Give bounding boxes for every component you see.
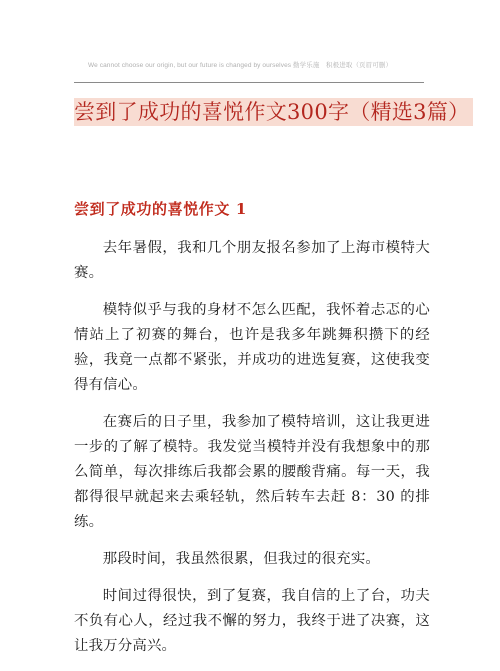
document-body xyxy=(74,236,430,671)
paragraph: 模特似乎与我的身材不怎么匹配，我怀着忐忑的心情站上了初赛的舞台，也许是我多年跳舞积攒下的经验，我竟一点都不紧张，并成功的进选复赛，这使我变得有信心。 xyxy=(74,302,430,393)
header-divider xyxy=(74,82,424,83)
paragraph: 那段时间，我虽然很累，但我过的很充实。 xyxy=(102,551,381,567)
header-motto: We cannot choose our origin, but our future is changed by ourselves 勤学乐施 积极进取（页眉可删） xyxy=(88,62,393,69)
paragraph: 时间过得很快，到了复赛，我自信的上了台，功夫不负有心人，经过我不懈的努力，我终于进了决赛，这让我万分高兴。 xyxy=(74,588,430,654)
paragraph: 去年暑假，我和几个朋友报名参加了上海市模特大赛。 xyxy=(74,240,430,281)
section-heading: 尝到了成功的喜悦作文 1 xyxy=(74,200,247,218)
paragraph: 在赛后的日子里，我参加了模特培训，这让我更进一步的了解了模特。我发觉当模特并没有我想象中的那么简单，每次排练后我都会累的腰酸背痛。每一天，我都得很早就起来去乘轻轨，然后转车去赶 8：30 的排练。 xyxy=(74,414,430,530)
document-title: 尝到了成功的喜悦作文300字（精选3篇） xyxy=(74,98,473,126)
